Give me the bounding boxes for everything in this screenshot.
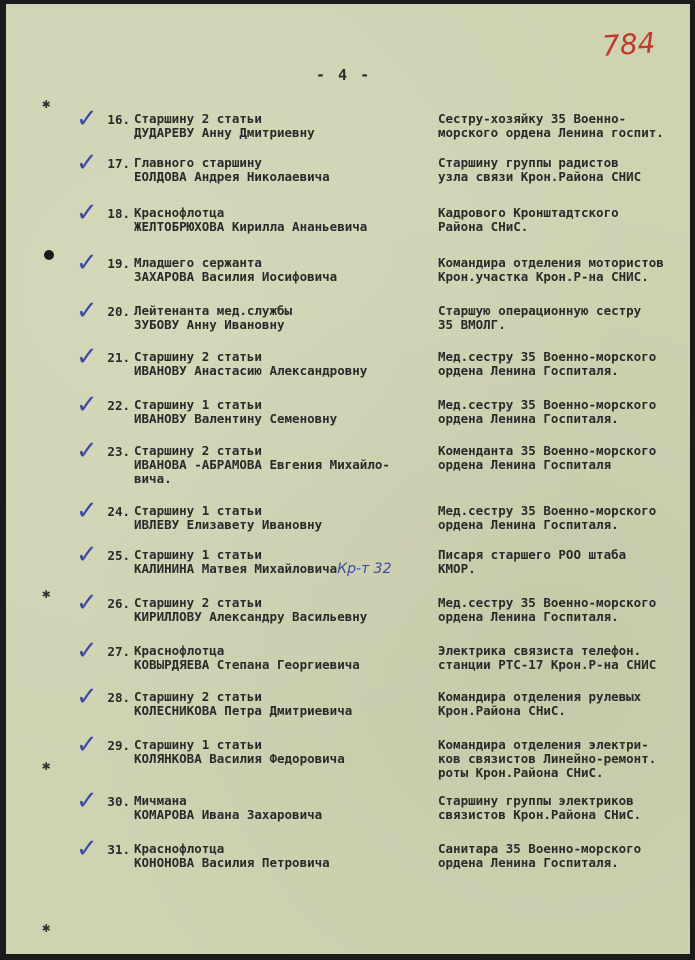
handwritten-check-icon: ✓ bbox=[76, 730, 98, 760]
position-text: Старшину группы электриков bbox=[438, 793, 634, 808]
rank-text: Старшину 1 статьи bbox=[134, 397, 262, 412]
handwritten-check-icon: ✓ bbox=[76, 436, 98, 466]
rank-text: Лейтенанта мед.службы bbox=[134, 303, 293, 318]
entry-rank-name bbox=[134, 444, 434, 486]
entry-rank-name bbox=[134, 738, 434, 766]
entry-position bbox=[438, 156, 688, 184]
rank-text: Краснофлотца bbox=[134, 643, 225, 658]
margin-mark: ✱ bbox=[42, 96, 51, 112]
entry-rank-name bbox=[134, 596, 434, 624]
position-text: Кадрового Кронштадтского bbox=[438, 205, 619, 220]
list-entry bbox=[6, 730, 690, 780]
entry-rank-name bbox=[134, 112, 434, 140]
rank-text: Краснофлотца bbox=[134, 841, 225, 856]
rank-text: Краснофлотца bbox=[134, 205, 225, 220]
entry-position bbox=[438, 690, 688, 718]
position-text: 35 ВМОЛГ. bbox=[438, 317, 506, 332]
name-text: вича. bbox=[134, 471, 172, 486]
rank-text: Главного старшину bbox=[134, 155, 262, 170]
position-text: Района СНиС. bbox=[438, 219, 529, 234]
entry-number: 27. bbox=[107, 644, 130, 659]
margin-mark: ✱ bbox=[42, 586, 51, 602]
margin-mark: ✱ bbox=[42, 758, 51, 774]
entry-rank-name bbox=[134, 350, 434, 378]
entry-position bbox=[438, 304, 688, 332]
handwritten-check-icon: ✓ bbox=[76, 342, 98, 372]
name-text: ИВЛЕВУ Елизавету Ивановну bbox=[134, 517, 323, 532]
entry-number: 26. bbox=[107, 596, 130, 611]
rank-text: Старшину 2 статьи bbox=[134, 111, 262, 126]
position-text: Командира отделения электри- bbox=[438, 737, 649, 752]
handwritten-check-icon: ✓ bbox=[76, 248, 98, 278]
position-text: Командира отделения рулевых bbox=[438, 689, 642, 704]
handwritten-check-icon: ✓ bbox=[76, 636, 98, 666]
entry-position bbox=[438, 444, 688, 472]
entry-position bbox=[438, 206, 688, 234]
list-entry bbox=[6, 296, 690, 346]
entry-rank-name bbox=[134, 256, 434, 284]
entry-number: 22. bbox=[107, 398, 130, 413]
position-text: ордена Ленина Госпиталя. bbox=[438, 609, 619, 624]
rank-text: Старшину 2 статьи bbox=[134, 443, 262, 458]
name-text: ЖЕЛТОБРЮХОВА Кирилла Ананьевича bbox=[134, 219, 368, 234]
entry-number: 19. bbox=[107, 256, 130, 271]
entry-rank-name bbox=[134, 206, 434, 234]
entry-number: 21. bbox=[107, 350, 130, 365]
entry-number: 20. bbox=[107, 304, 130, 319]
name-text: КОНОНОВА Василия Петровича bbox=[134, 855, 330, 870]
handwritten-check-icon: ✓ bbox=[76, 682, 98, 712]
rank-text: Младшего сержанта bbox=[134, 255, 262, 270]
position-text: ордена Ленина Госпиталя. bbox=[438, 363, 619, 378]
name-text: ИВАНОВУ Анастасию Александровну bbox=[134, 363, 368, 378]
entry-rank-name bbox=[134, 304, 434, 332]
position-text: Электрика связиста телефон. bbox=[438, 643, 642, 658]
list-entry bbox=[6, 148, 690, 198]
name-text: ЕОЛДОВА Андрея Николаевича bbox=[134, 169, 330, 184]
name-text: ЗАХАРОВА Василия Иосифовича bbox=[134, 269, 338, 284]
margin-mark: ✱ bbox=[42, 920, 51, 936]
handwritten-note: Кр-т 32 bbox=[337, 561, 392, 577]
name-text: КОВЫРДЯЕВА Степана Георгиевича bbox=[134, 657, 360, 672]
position-text: Старшую операционную сестру bbox=[438, 303, 642, 318]
rank-text: Старшину 2 статьи bbox=[134, 689, 262, 704]
list-entry bbox=[6, 540, 690, 590]
handwritten-check-icon: ✓ bbox=[76, 588, 98, 618]
entry-position bbox=[438, 842, 688, 870]
handwritten-check-icon: ✓ bbox=[76, 540, 98, 570]
position-text: станции РТС-17 Крон.Р-на СНИС bbox=[438, 657, 657, 672]
position-text: морского ордена Ленина госпит. bbox=[438, 125, 664, 140]
list-entry bbox=[6, 786, 690, 836]
list-entry bbox=[6, 636, 690, 686]
entry-number: 30. bbox=[107, 794, 130, 809]
position-text: Мед.сестру 35 Военно-морского bbox=[438, 397, 657, 412]
position-text: ордена Ленина Госпиталя. bbox=[438, 855, 619, 870]
entry-position bbox=[438, 504, 688, 532]
entry-number: 23. bbox=[107, 444, 130, 459]
entry-rank-name bbox=[134, 690, 434, 718]
entry-rank-name bbox=[134, 398, 434, 426]
entry-number: 17. bbox=[107, 156, 130, 171]
list-entry bbox=[6, 588, 690, 638]
entry-position bbox=[438, 112, 688, 140]
list-entry bbox=[6, 342, 690, 392]
entry-rank-name bbox=[134, 842, 434, 870]
handwritten-check-icon: ✓ bbox=[76, 296, 98, 326]
rank-text: Старшину 2 статьи bbox=[134, 349, 262, 364]
handwritten-check-icon: ✓ bbox=[76, 786, 98, 816]
position-text: роты Крон.Района СНиС. bbox=[438, 765, 604, 780]
position-text: Крон.Района СНиС. bbox=[438, 703, 566, 718]
position-text: Командира отделения мотористов bbox=[438, 255, 664, 270]
name-text: ДУДАРЕВУ Анну Дмитриевну bbox=[134, 125, 315, 140]
entry-rank-name bbox=[134, 548, 434, 576]
entry-number: 31. bbox=[107, 842, 130, 857]
name-text: КИРИЛЛОВУ Александру Васильевну bbox=[134, 609, 368, 624]
position-text: ков связистов Линейно-ремонт. bbox=[438, 751, 657, 766]
entry-position bbox=[438, 644, 688, 672]
position-text: Старшину группы радистов bbox=[438, 155, 619, 170]
list-entry bbox=[6, 682, 690, 732]
entry-rank-name bbox=[134, 794, 434, 822]
list-entry bbox=[6, 198, 690, 248]
entry-number: 16. bbox=[107, 112, 130, 127]
entry-number: 25. bbox=[107, 548, 130, 563]
position-text: ордена Ленина Госпиталя. bbox=[438, 411, 619, 426]
position-text: Мед.сестру 35 Военно-морского bbox=[438, 503, 657, 518]
list-entry bbox=[6, 496, 690, 546]
page-number: - 4 - bbox=[316, 66, 372, 84]
entry-number: 24. bbox=[107, 504, 130, 519]
name-text: ЗУБОВУ Анну Ивановну bbox=[134, 317, 285, 332]
entry-rank-name bbox=[134, 504, 434, 532]
position-text: Коменданта 35 Военно-морского bbox=[438, 443, 657, 458]
position-text: связистов Крон.Района СНиС. bbox=[438, 807, 642, 822]
list-entry bbox=[6, 104, 690, 154]
position-text: Сестру-хозяйку 35 Военно- bbox=[438, 111, 627, 126]
position-text: ордена Ленина Госпиталя. bbox=[438, 517, 619, 532]
position-text: Санитара 35 Военно-морского bbox=[438, 841, 642, 856]
handwritten-check-icon: ✓ bbox=[76, 390, 98, 420]
archive-page-number: 784 bbox=[600, 26, 657, 63]
position-text: узла связи Крон.Района СНИС bbox=[438, 169, 642, 184]
list-entry bbox=[6, 390, 690, 440]
entry-number: 28. bbox=[107, 690, 130, 705]
entry-number: 29. bbox=[107, 738, 130, 753]
position-text: ордена Ленина Госпиталя bbox=[438, 457, 612, 472]
entry-rank-name bbox=[134, 644, 434, 672]
entry-position bbox=[438, 596, 688, 624]
list-entry bbox=[6, 248, 690, 298]
rank-text: Старшину 1 статьи bbox=[134, 503, 262, 518]
handwritten-check-icon: ✓ bbox=[76, 496, 98, 526]
rank-text: Мичмана bbox=[134, 793, 187, 808]
position-text: Крон.участка Крон.Р-на СНИС. bbox=[438, 269, 649, 284]
list-entry bbox=[6, 834, 690, 884]
position-text: КМОР. bbox=[438, 561, 476, 576]
name-text: КОЛЯНКОВА Василия Федоровича bbox=[134, 751, 345, 766]
name-text: ИВАНОВА -АБРАМОВА Евгения Михайло- bbox=[134, 457, 390, 472]
rank-text: Старшину 1 статьи bbox=[134, 547, 262, 562]
rank-text: Старшину 2 статьи bbox=[134, 595, 262, 610]
rank-text: Старшину 1 статьи bbox=[134, 737, 262, 752]
position-text: Мед.сестру 35 Военно-морского bbox=[438, 595, 657, 610]
entry-position bbox=[438, 350, 688, 378]
document-page bbox=[6, 4, 690, 954]
entry-position bbox=[438, 548, 688, 576]
handwritten-check-icon: ✓ bbox=[76, 198, 98, 228]
entry-position bbox=[438, 794, 688, 822]
handwritten-check-icon: ✓ bbox=[76, 148, 98, 178]
name-text: ИВАНОВУ Валентину Семеновну bbox=[134, 411, 338, 426]
position-text: Писаря старшего РОО штаба bbox=[438, 547, 627, 562]
name-text: КАЛИНИНА Матвея МихайловичаКр-т 32 bbox=[134, 561, 392, 577]
list-entry bbox=[6, 436, 690, 486]
entry-position bbox=[438, 738, 688, 780]
name-text: КОМАРОВА Ивана Захаровича bbox=[134, 807, 323, 822]
handwritten-check-icon: ✓ bbox=[76, 104, 98, 134]
position-text: Мед.сестру 35 Военно-морского bbox=[438, 349, 657, 364]
entry-position bbox=[438, 256, 688, 284]
entry-position bbox=[438, 398, 688, 426]
entry-rank-name bbox=[134, 156, 434, 184]
entry-number: 18. bbox=[107, 206, 130, 221]
handwritten-check-icon: ✓ bbox=[76, 834, 98, 864]
name-text: КОЛЕСНИКОВА Петра Дмитриевича bbox=[134, 703, 353, 718]
